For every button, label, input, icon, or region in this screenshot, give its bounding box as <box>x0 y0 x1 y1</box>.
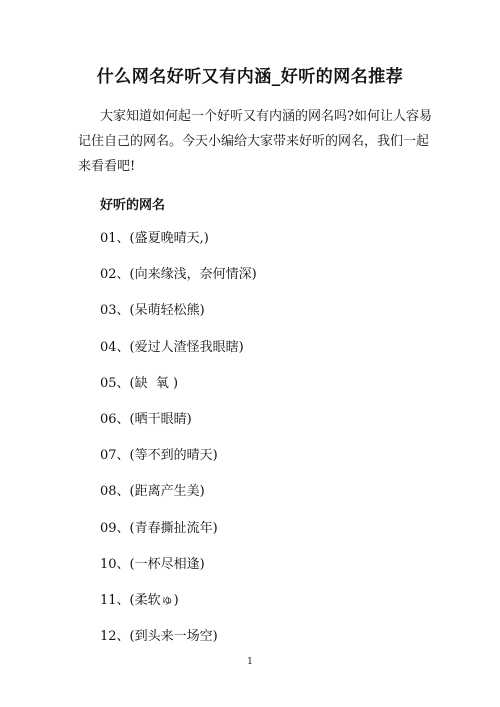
list-item: 04、(爱过人渣怪我眼瞎) <box>100 339 244 355</box>
page-title: 什么网名好听又有内涵_好听的网名推荐 <box>96 67 404 87</box>
list-item: 07、(等不到的晴天) <box>100 448 218 464</box>
list-item: 09、(青春撕扯流年) <box>100 520 218 536</box>
list-item: 11、(柔软ゅ) <box>100 592 179 608</box>
intro-paragraph <box>78 104 432 179</box>
list-item: 08、(距离产生美) <box>100 484 205 500</box>
list-item: 02、(向来缘浅，奈何情深) <box>100 267 257 283</box>
page-number: 1 <box>247 657 253 667</box>
intro-line-2: 记住自己的网名。今天小编给大家带来好听的网名，我们一起 <box>78 134 430 149</box>
intro-line-1: 大家知道如何起一个好听又有内涵的网名吗?如何让人容易 <box>100 109 432 124</box>
intro-line-3: 来看看吧! <box>78 159 136 174</box>
section-heading: 好听的网名 <box>100 198 166 213</box>
list-item: 05、(缺 氧 ) <box>100 375 179 391</box>
list-item: 12、(到头来一场空) <box>100 629 218 645</box>
nickname-list <box>100 229 420 663</box>
list-item: 06、(晒干眼睛) <box>100 411 192 427</box>
list-item: 03、(呆萌轻松熊) <box>100 303 205 319</box>
list-item: 01、(盛夏晚晴天,) <box>100 231 209 246</box>
list-item: 10、(一杯尽相逢) <box>100 556 205 572</box>
